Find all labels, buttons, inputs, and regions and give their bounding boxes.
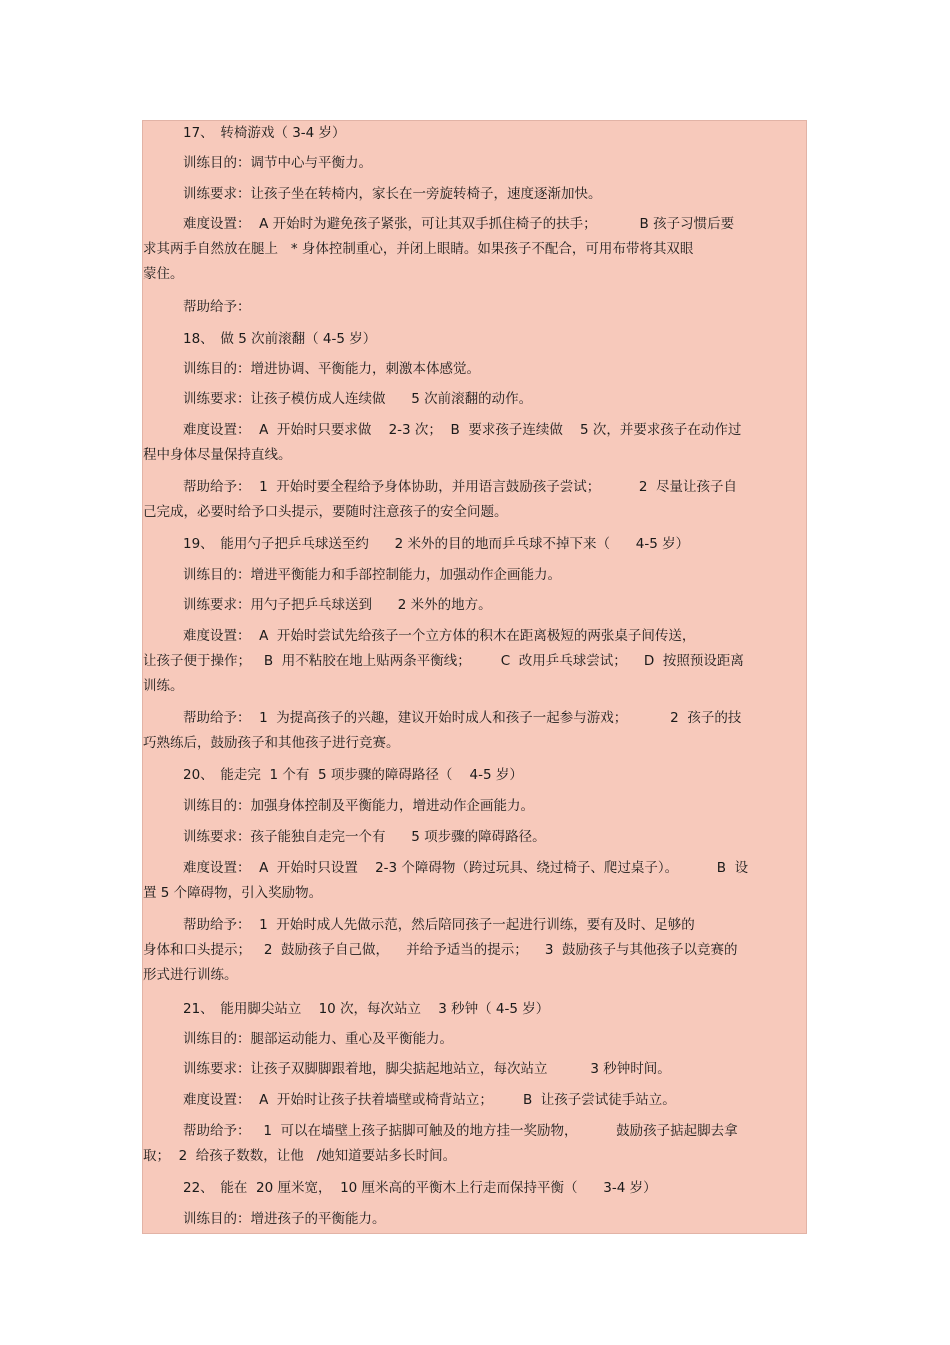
text-line: 训练目的：增进平衡能力和手部控制能力，加强动作企画能力。 xyxy=(183,567,561,583)
text-line: 让孩子便于操作； B 用不粘胶在地上贴两条平衡线； C 改用乒乓球尝试； D 按照预设距离 xyxy=(143,653,744,669)
text-line: 难度设置： A 开始时让孩子扶着墙壁或椅背站立； B 让孩子尝试徒手站立。 xyxy=(183,1092,676,1108)
text-line: 巧熟练后，鼓励孩子和其他孩子进行竞赛。 xyxy=(143,735,400,751)
text-line: 难度设置： A 开始时为避免孩子紧张，可让其双手抓住椅子的扶手； B 孩子习惯后要 xyxy=(183,216,735,232)
text-line: 训练要求：让孩子坐在转椅内，家长在一旁旋转椅子，速度逐渐加快。 xyxy=(183,186,602,202)
text-line: 难度设置： A 开始时只设置 2-3 个障碍物（跨过玩具、绕过椅子、爬过桌子）。 B 设 xyxy=(183,860,749,876)
text-line: 训练目的：腿部运动能力、重心及平衡能力。 xyxy=(183,1031,453,1047)
text-line: 20、 能走完 1 个有 5 项步骤的障碍路径（ 4-5 岁） xyxy=(183,767,523,783)
text-line: 程中身体尽量保持直线。 xyxy=(143,447,292,463)
text-line: 19、 能用勺子把乒乓球送至约 2 米外的目的地而乒乓球不掉下来（ 4-5 岁） xyxy=(183,536,690,552)
text-line: 帮助给予： xyxy=(183,299,251,315)
text-line: 帮助给予： 1 开始时要全程给予身体协助，并用语言鼓励孩子尝试； 2 尽量让孩子自 xyxy=(183,479,738,495)
text-line: 帮助给予： 1 为提高孩子的兴趣，建议开始时成人和孩子一起参与游戏； 2 孩子的技 xyxy=(183,710,742,726)
text-line: 蒙住。 xyxy=(143,266,184,282)
text-line: 置 5 个障碍物，引入奖励物。 xyxy=(143,885,323,901)
text-line: 训练要求：孩子能独自走完一个有 5 项步骤的障碍路径。 xyxy=(183,829,546,845)
text-line: 帮助给予： 1 开始时成人先做示范，然后陪同孩子一起进行训练，要有及时、足够的 xyxy=(183,917,695,933)
text-line: 18、 做 5 次前滚翻（ 4-5 岁） xyxy=(183,331,377,347)
text-line: 己完成，必要时给予口头提示，要随时注意孩子的安全问题。 xyxy=(143,504,508,520)
text-line: 难度设置： A 开始时尝试先给孩子一个立方体的积木在距离极短的两张桌子间传送， xyxy=(183,628,696,644)
text-line: 训练要求：让孩子模仿成人连续做 5 次前滚翻的动作。 xyxy=(183,391,533,407)
text-line: 训练要求：让孩子双脚脚跟着地，脚尖掂起地站立，每次站立 3 秒钟时间。 xyxy=(183,1061,671,1077)
text-line: 训练目的：增进孩子的平衡能力。 xyxy=(183,1211,386,1227)
text-line: 训练目的：加强身体控制及平衡能力，增进动作企画能力。 xyxy=(183,798,534,814)
text-line: 求其两手自然放在腿上 * 身体控制重心，并闭上眼睛。如果孩子不配合，可用布带将其双眼 xyxy=(143,241,694,257)
text-line: 训练目的：调节中心与平衡力。 xyxy=(183,155,372,171)
text-line: 难度设置： A 开始时只要求做 2-3 次； B 要求孩子连续做 5 次，并要求孩子在动作过 xyxy=(183,422,742,438)
text-line: 身体和口头提示； 2 鼓励孩子自己做， 并给予适当的提示； 3 鼓励孩子与其他孩子以竞赛的 xyxy=(143,942,738,958)
text-line: 训练。 xyxy=(143,678,184,694)
text-line: 取； 2 给孩子数数，让他 /她知道要站多长时间。 xyxy=(143,1148,457,1164)
text-line: 形式进行训练。 xyxy=(143,967,238,983)
text-line: 训练目的：增进协调、平衡能力，刺激本体感觉。 xyxy=(183,361,480,377)
text-line: 21、 能用脚尖站立 10 次，每次站立 3 秒钟（ 4-5 岁） xyxy=(183,1001,550,1017)
text-line: 帮助给予： 1 可以在墙壁上孩子掂脚可触及的地方挂一奖励物， 鼓励孩子掂起脚去拿 xyxy=(183,1123,738,1139)
text-line: 22、 能在 20 厘米宽， 10 厘米高的平衡木上行走而保持平衡（ 3-4 岁） xyxy=(183,1180,657,1196)
text-line: 训练要求：用勺子把乒乓球送到 2 米外的地方。 xyxy=(183,597,492,613)
text-line: 17、 转椅游戏（ 3-4 岁） xyxy=(183,125,346,141)
document-content xyxy=(142,120,807,1234)
